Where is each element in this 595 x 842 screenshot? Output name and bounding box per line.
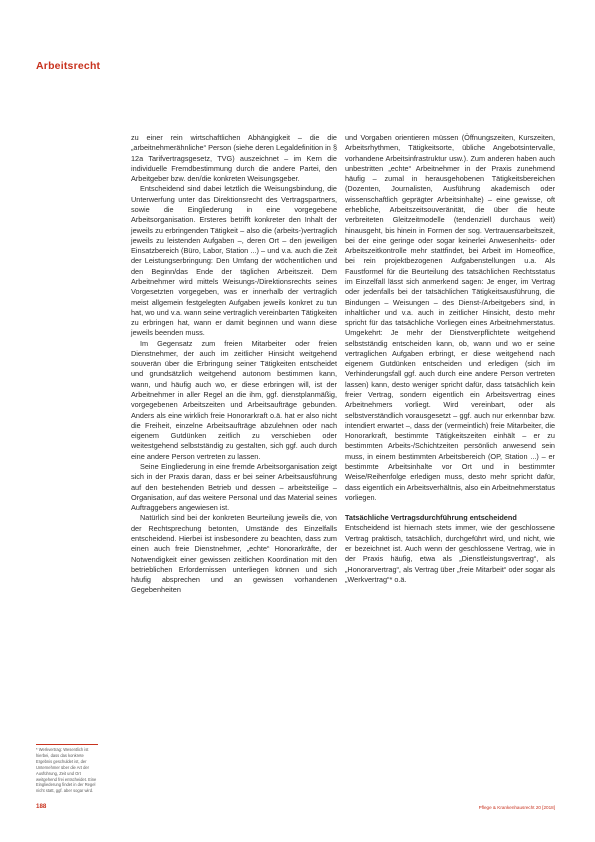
paragraph: zu einer rein wirtschaftlichen Abhängigkeit – die die „arbeitnehmerähnliche“ Person (siehe deren Legaldefinition in § 12a Tarifvertragsgesetz, TVG) auszeichnet – im Kern die individuelle Fremdbestimmung durch die andere Partei, den Arbeitgeber bzw. den/die konkreten Weisungsgeber. xyxy=(131,133,337,184)
paragraph: Entscheidend ist hiernach stets immer, wie der geschlossene Vertrag praktisch, tatsächlich, durchgeführt wird, und nicht, wie er bezeichnet ist. Auch wenn der geschlossene Vertrag, wie in der Praxis häufig, etwa als „Dienstleistungsvertrag“, als „Honorarvertrag“, als Vertrag über „freie Mitarbeit“ oder sogar als „Werkvertrag“* o.ä. xyxy=(345,523,555,584)
paragraph: Natürlich sind bei der konkreten Beurteilung jeweils die, von der Rechtsprechung betonten, Umstände des Einzelfalls entscheidend. Hierbei ist insbesondere zu beachten, dass zum einen auch freie Dienstnehmer, „echte“ Honorarkräfte, der Notwendigkeit einer gewissen zeitlichen Koordination mit den betrieblichen Erfordernissen unterliegen können und sich häufig absprechen und an gewissen vorhandenen Gegebenheiten xyxy=(131,513,337,595)
paragraph: Im Gegensatz zum freien Mitarbeiter oder freien Dienstnehmer, der auch im zeitlicher Hinsicht weitgehend souverän über die Erbringung seiner Tätigkeiten entscheidet und grundsätzlich weitgehend autonom bestimmen kann, wann, und häufig auch wo, er diese erbringen will, ist der Arbeitnehmer in aller Regel an die ihm, ggf. dienstplanmäßig, vorgegebenen Arbeitszeiten und Arbeitsaufträge gebunden. Anders als eine wirklich freie Honorarkraft o.ä. hat er also nicht die Freiheit, einzelne Arbeitsaufträge abzulehnen oder nach eigenem Gutdünken zeitlich zu verschieben oder weitestgehend selbstständig zu gestalten, sich ggf. auch durch eine andere Person vertreten zu lassen. xyxy=(131,338,337,461)
sidenote-divider xyxy=(36,744,98,745)
paragraph: Entscheidend sind dabei letztlich die Weisungsbindung, die Unterwerfung unter das Direktionsrecht des Vertragspartners, sowie die Eingliederung in eine vorgegebene Arbeitsorganisation. Ersteres betrifft konkreter den Inhalt der jeweils zu erbringenden Tätigkeit – also die (arbeits-)vertraglich jeweils zu leistenden Aufgaben –, deren Ort – den jeweiligen Einsatzbereich (Büro, Labor, Station ...) – und v.a. auch die Zeit der Leistungserbringung: Den Umfang der wöchentlichen und den Beginn/das Ende der täglichen Arbeitszeit. Dem Arbeitnehmer wird mittels Weisungs-/Direktionsrechts seines Vorgesetzten vorgegeben, was er innerhalb der vertraglich meist allgemein festgelegten Aufgaben jeweils konkret zu tun hat, wo und v.a. wann seine vertraglich vereinbarten Tätigkeiten zu erbringen hat, wann er damit beginnen und wann diese jeweils beenden muss. xyxy=(131,184,337,338)
paragraph: und Vorgaben orientieren müssen (Öffnungszeiten, Kurszeiten, Arbeitsrhythmen, Tätigkeitsorte, übliche Angebotsintervalle, vorhandene Arbeitsinfrastruktur usw.). Zum anderen haben auch unbestritten „echte“ Arbeitnehmer in der Praxis zunehmend häufig – zumal in herausgehobenen Tätigkeitsbereichen (Dozenten, Journalisten, Ausführung akademisch oder wissenschaftlich geprägter Arbeitsinhalte) – eine gewisse, oft erhebliche, Arbeitszeitsouveränität, die über die heute verbreiteten Gleitzeitmodelle (tendenziell durchaus weit) hinausgeht, bis hinein in Formen der sog. Vertrauensarbeitszeit, bei der eine geringe oder sogar keinerlei Anwesenheits- oder Arbeitszeitkontrolle mehr stattfindet, bei Arbeit im Homeoffice, bei rein projektbezogenen Aufgabenstellungen u.a. Als Faustformel für die Beurteilung des tatsächlichen Rechtsstatus im Einzelfall lässt sich anmerkend sagen: Je enger, im Vertrag oder jedenfalls bei der tatsächlichen Tätigkeitsausführung, die Bindungen – Weisungen – des Dienst-/Arbeitgebers sind, in inhaltlicher und v.a. auch in zeitlicher Hinsicht, desto mehr spricht für das tatsächliche Vorliegen eines Arbeitnehmerstatus. Umgekehrt: Je mehr der Dienstverpflichtete weitgehend selbstständig entscheiden kann, ob, wann und wo er seine vertraglichen Aufgaben erbringt, er diese weitgehend nach eigenem Gutdünken entscheiden und erledigen (sich im Verhinderungsfall ggf. auch durch eine andere Person vertreten lassen) kann, desto weniger spricht dafür, dass tatsächlich kein freier Vertrag, sondern eigentlich ein Arbeitsvertrag eines Arbeitnehmers vorliegt. Wird vereinbart, oder als selbstverständlich vorausgesetzt – ggf. auch nur erkennbar bzw. intendiert erwartet –, dass der (vermeintlich) freie Mitarbeiter, die Honorarkraft, bestimmte Tätigkeitszeiten einhält – er zu bestimmten Arbeits-/Schichtzeiten persönlich anwesend sein muss, in einem bestimmten Arbeitsbereich (OP, Station ...) – er bestimmte Arbeitsinhalte vor Ort und in bestimmter Weise/Reihenfolge erledigen muss, desto mehr spricht dafür, dass eigentlich ein Arbeitsverhältnis, also ein Arbeitnehmerstatus vorliegen. xyxy=(345,133,555,502)
sidenote: * Werkvertrag: Wesentlich ist hierbei, dass das konkrete Ergebnis geschuldet ist, der Unternehmer über die Art der Ausführung, Zeit und Ort weitgehend frei entscheidet. Eine Eingliederung findet in der Regel nicht statt, ggf. aber sogar wird. xyxy=(36,747,97,794)
section-title: Arbeitsrecht xyxy=(36,60,101,72)
subheading: Tatsächliche Vertragsdurchführung entscheidend xyxy=(345,513,517,523)
left-column xyxy=(131,133,337,596)
paragraph: Seine Eingliederung in eine fremde Arbeitsorganisation zeigt sich in der Praxis daran, dass er bei seiner Arbeitsausführung auf den bestehenden Betrieb und dessen – arbeitsteilige – Organisation, auf das weitere Personal und das Material seines Auftraggebers angewiesen ist. xyxy=(131,462,337,513)
journal-reference: Pflege & Krankenhausrecht 20 [2018] xyxy=(478,805,555,810)
right-column xyxy=(345,133,555,585)
page-number: 188 xyxy=(36,803,47,810)
